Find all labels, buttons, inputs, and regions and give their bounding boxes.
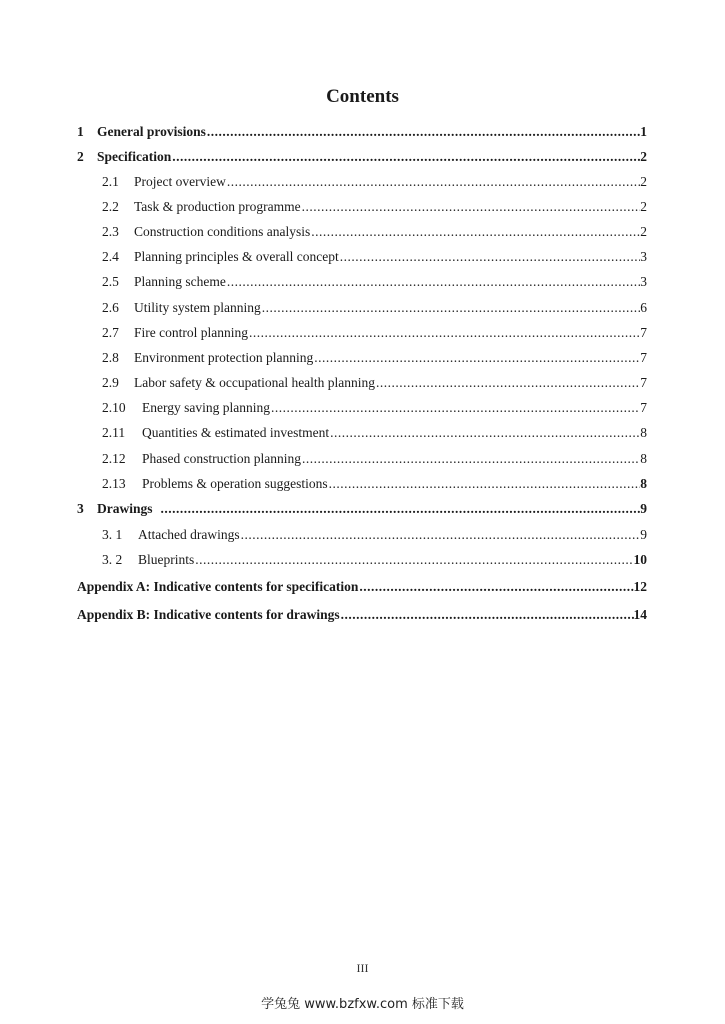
toc-entry-specification[interactable] bbox=[77, 146, 647, 168]
toc-leader-dots bbox=[248, 322, 640, 344]
toc-entry-page: 14 bbox=[633, 607, 647, 622]
toc-entry-number: 2.2 bbox=[102, 199, 119, 214]
toc-leader-dots bbox=[240, 524, 641, 546]
toc-entry-number: 1 bbox=[77, 124, 84, 139]
toc-entry-title: Appendix A: Indicative contents for specification bbox=[77, 579, 359, 594]
toc-entry-page: 3 bbox=[640, 274, 647, 289]
toc-entry-page: 8 bbox=[640, 476, 647, 491]
toc-entry-appendix-b[interactable] bbox=[77, 604, 647, 626]
toc-entry-page: 9 bbox=[640, 501, 647, 516]
toc-entry-problems-suggestions[interactable] bbox=[102, 473, 647, 495]
toc-entry-page: 3 bbox=[640, 249, 647, 264]
toc-entry-page: 7 bbox=[640, 325, 647, 340]
toc-entry-page: 12 bbox=[633, 579, 647, 594]
toc-entry-utility-system[interactable] bbox=[102, 297, 647, 319]
toc-leader-dots bbox=[375, 372, 640, 394]
toc-entry-fire-control[interactable] bbox=[102, 322, 647, 344]
toc-entry-number: 3. 1 bbox=[102, 527, 123, 542]
toc-entry-page: 7 bbox=[640, 400, 647, 415]
toc-entry-blueprints[interactable] bbox=[102, 549, 647, 571]
toc-leader-dots bbox=[194, 549, 633, 571]
toc-entry-number: 2 bbox=[77, 149, 84, 164]
toc-entry-page: 10 bbox=[633, 552, 647, 567]
toc-leader-dots bbox=[313, 347, 640, 369]
toc-entry-number: 2.7 bbox=[102, 325, 119, 340]
toc-entry-title: Utility system planning bbox=[134, 300, 261, 315]
toc-entry-number: 2.5 bbox=[102, 274, 119, 289]
toc-entry-title: Attached drawings bbox=[138, 527, 240, 542]
toc-entry-title: Task & production programme bbox=[134, 199, 301, 214]
toc-leader-dots bbox=[358, 576, 633, 598]
toc-entry-planning-principles[interactable] bbox=[102, 246, 647, 268]
toc-entry-number: 2.13 bbox=[102, 476, 126, 491]
toc-entry-title: Project overview bbox=[134, 174, 226, 189]
toc-entry-number: 2.10 bbox=[102, 400, 126, 415]
toc-entry-title: Phased construction planning bbox=[142, 451, 301, 466]
toc-entry-title: Labor safety & occupational health planning bbox=[134, 375, 376, 390]
toc-entry-drawings[interactable] bbox=[77, 498, 647, 520]
toc-entry-page: 2 bbox=[640, 149, 647, 164]
site-watermark: 学兔兔 www.bzfxw.com 标准下载 bbox=[261, 997, 464, 1012]
toc-entry-number: 3 bbox=[77, 501, 84, 516]
toc-entry-number: 2.6 bbox=[102, 300, 119, 315]
toc-entry-phased-construction[interactable] bbox=[102, 448, 647, 470]
toc-entry-title: Quantities & estimated investment bbox=[142, 425, 330, 440]
toc-entry-appendix-a[interactable] bbox=[77, 576, 647, 598]
toc-entry-labor-safety[interactable] bbox=[102, 372, 647, 394]
toc-leader-dots bbox=[339, 246, 641, 268]
toc-entry-page: 9 bbox=[640, 527, 647, 542]
toc-entry-title: Construction conditions analysis bbox=[134, 224, 311, 239]
toc-entry-task-production[interactable] bbox=[102, 196, 647, 218]
toc-leader-dots bbox=[206, 121, 640, 143]
toc-entry-title: Fire control planning bbox=[134, 325, 248, 340]
toc-entry-page: 6 bbox=[640, 300, 647, 315]
toc-leader-dots bbox=[261, 297, 641, 319]
toc-entry-planning-scheme[interactable] bbox=[102, 271, 647, 293]
toc-entry-page: 2 bbox=[640, 174, 647, 189]
toc-entry-page: 2 bbox=[640, 224, 647, 239]
toc-entry-page: 2 bbox=[640, 199, 647, 214]
toc-entry-title: Specification bbox=[97, 149, 172, 164]
toc-leader-dots bbox=[340, 604, 634, 626]
toc-entry-energy-saving[interactable] bbox=[102, 397, 647, 419]
toc-entry-page: 7 bbox=[640, 350, 647, 365]
page-number: III bbox=[356, 961, 369, 975]
toc-entry-number: 2.4 bbox=[102, 249, 119, 264]
toc-entry-title: Environment protection planning bbox=[134, 350, 314, 365]
toc-entry-number: 2.8 bbox=[102, 350, 119, 365]
toc-leader-dots bbox=[270, 397, 640, 419]
toc-entry-page: 7 bbox=[640, 375, 647, 390]
toc-entry-title: Drawings bbox=[97, 501, 153, 516]
toc-entry-page: 8 bbox=[640, 451, 647, 466]
toc-leader-dots bbox=[153, 498, 641, 520]
toc-entry-number: 2.3 bbox=[102, 224, 119, 239]
toc-leader-dots bbox=[310, 221, 640, 243]
toc-entry-number: 2.1 bbox=[102, 174, 119, 189]
page-title: Contents bbox=[326, 86, 399, 107]
toc-entry-title: Energy saving planning bbox=[142, 400, 270, 415]
toc-entry-title: Problems & operation suggestions bbox=[142, 476, 328, 491]
toc-entry-title: Planning scheme bbox=[134, 274, 226, 289]
toc-entry-general-provisions[interactable] bbox=[77, 121, 647, 143]
toc-entry-number: 2.12 bbox=[102, 451, 126, 466]
toc-entry-environment-protection[interactable] bbox=[102, 347, 647, 369]
toc-entry-attached-drawings[interactable] bbox=[102, 524, 647, 546]
toc-leader-dots bbox=[226, 271, 640, 293]
toc-entry-number: 2.11 bbox=[102, 425, 126, 440]
toc-entry-quantities-investment[interactable] bbox=[102, 422, 647, 444]
toc-entry-number: 2.9 bbox=[102, 375, 119, 390]
toc-entry-construction-conditions[interactable] bbox=[102, 221, 647, 243]
toc-leader-dots bbox=[301, 448, 640, 470]
toc-entry-title: Appendix B: Indicative contents for drawings bbox=[77, 607, 340, 622]
toc-leader-dots bbox=[329, 422, 640, 444]
toc-entry-project-overview[interactable] bbox=[102, 171, 647, 193]
toc-leader-dots bbox=[171, 146, 640, 168]
toc-entry-title: Planning principles & overall concept bbox=[134, 249, 339, 264]
toc-leader-dots bbox=[328, 473, 641, 495]
toc-entry-page: 1 bbox=[640, 124, 647, 139]
toc-leader-dots bbox=[226, 171, 640, 193]
toc-entry-page: 8 bbox=[640, 425, 647, 440]
toc-entry-title: General provisions bbox=[97, 124, 206, 139]
toc-leader-dots bbox=[301, 196, 641, 218]
toc-entry-title: Blueprints bbox=[138, 552, 195, 567]
toc-entry-number: 3. 2 bbox=[102, 552, 123, 567]
